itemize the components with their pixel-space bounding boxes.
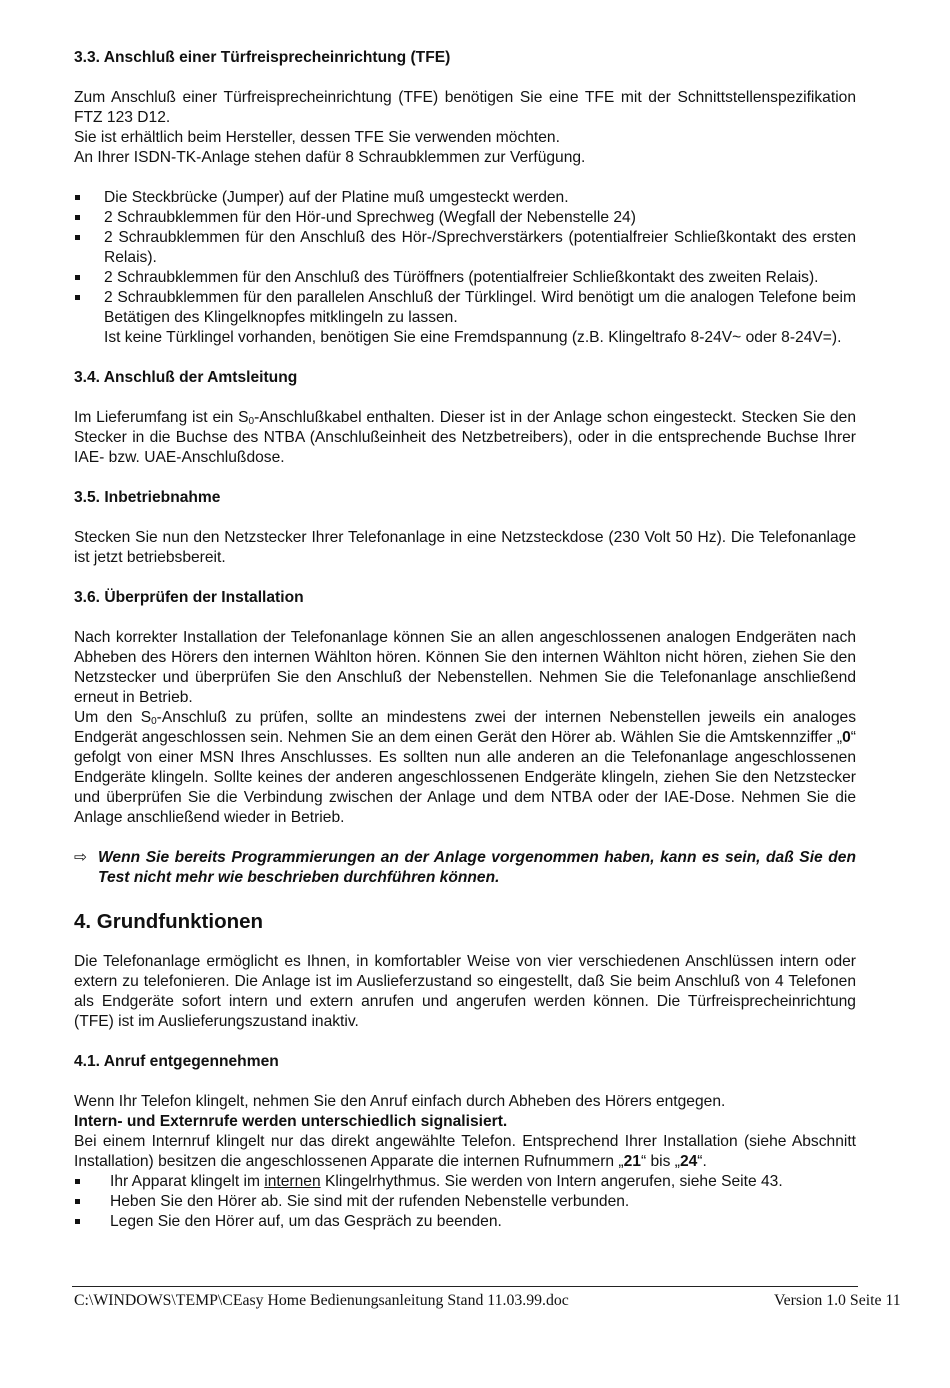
list-item xyxy=(74,288,856,348)
list-item: 2 Schraubklemmen für den Anschluß des Hör-/Sprechverstärkers (potentialfreier Schließkontakt des ersten Relais). xyxy=(74,228,856,268)
arrow-right-icon: ⇨ xyxy=(74,849,88,866)
bullet-list-anruf xyxy=(74,1172,856,1232)
heading-4-1: 4.1. Anruf entgegennehmen xyxy=(74,1053,279,1070)
subscript: 0 xyxy=(151,716,157,727)
text: Im Lieferumfang ist ein S xyxy=(74,409,249,426)
list-item: Legen Sie den Hörer auf, um das Gespräch zu beenden. xyxy=(74,1212,856,1232)
paragraph: Sie ist erhältlich beim Hersteller, dessen TFE Sie verwenden möchten. xyxy=(74,129,560,146)
text: -Anschlußkabel enthalten. Dieser ist in der Anlage schon eingesteckt. Stecken Sie den Stecker in die Buchse des NTBA (Anschlußeinheit des Netzbetreibers), oder in die entsprechende Buchse Ihrer IAE- bzw. UAE-Anschlußdose. xyxy=(74,409,856,466)
text: “. xyxy=(697,1153,707,1170)
text: Klingelrhythmus. Sie werden von Intern angerufen, siehe Seite 43. xyxy=(320,1173,783,1190)
heading-3-6: 3.6. Überprüfen der Installation xyxy=(74,589,304,606)
footer-file-path: C:\WINDOWS\TEMP\CEasy Home Bedienungsanleitung Stand 11.03.99.doc xyxy=(74,1292,569,1309)
heading-4: 4. Grundfunktionen xyxy=(74,910,264,933)
text: Um den S xyxy=(74,709,152,726)
text: -Anschluß zu prüfen, sollte an mindestens zwei der internen Nebenstellen jeweils ein analoges Endgerät angeschlossen sein. Nehmen Sie an dem einen Gerät den Hörer ab. Wählen Sie die Amtskennziffer „ xyxy=(74,709,856,746)
paragraph: Die Telefonanlage ermöglicht es Ihnen, in komfortabler Weise von vier verschiedenen Anschlüssen intern oder extern zu telefonieren. Die Anlage ist im Auslieferzustand so eingestellt, daß Sie beim Anschluß von 4 Telefonen als Endgeräte sofort intern und extern anrufen und angerufen werden können. Die Türfreisprecheinrichtung (TFE) ist im Auslieferungszustand inaktiv. xyxy=(74,953,856,1030)
list-item: Die Steckbrücke (Jumper) auf der Platine muß umgesteckt werden. xyxy=(74,188,856,208)
text: Bei einem Internruf klingelt nur das direkt angewählte Telefon. Entsprechend Ihrer Installation (siehe Abschnitt Installation) besitzen die angeschlossenen Apparate die internen Rufnummern „ xyxy=(74,1133,856,1170)
list-item xyxy=(74,1172,856,1192)
note xyxy=(74,848,856,888)
page-footer xyxy=(72,1286,901,1309)
list-item-text: Ist keine Türklingel vorhanden, benötigen Sie eine Fremdspannung (z.B. Klingeltrafo 8-24V~ oder 8-24V=). xyxy=(104,329,842,346)
paragraph xyxy=(74,708,856,828)
heading-3-5: 3.5. Inbetriebnahme xyxy=(74,489,221,506)
paragraph: An Ihrer ISDN-TK-Anlage stehen dafür 8 Schraubklemmen zur Verfügung. xyxy=(74,149,586,166)
text: Ihr Apparat klingelt im xyxy=(110,1173,265,1190)
paragraph: Nach korrekter Installation der Telefonanlage können Sie an allen angeschlossenen analogen Endgeräten nach Abheben des Hörers den internen Wählton hören. Können Sie den internen Wählton nicht hören, ziehen Sie den Netzstecker und überprüfen Sie den Anschluß der Nebenstellen. Nehmen Sie die Telefonanlage anschließend erneut in Betrieb. xyxy=(74,629,856,706)
text: “ gefolgt von einer MSN Ihres Anschlusses. Es sollten nun alle anderen an die Telefonanlage angeschlossenen Endgeräte klingeln. Sollte keines der anderen angeschlossenen Endgeräte klingeln, ziehen Sie den Netzstecker und überprüfen Sie die Verbindung zwischen der Anlage und dem NTBA oder der IAE-Dose. Nehmen Sie die Anlage anschließend wieder in Betrieb. xyxy=(74,729,856,826)
paragraph xyxy=(74,408,856,468)
paragraph: Stecken Sie nun den Netzstecker Ihrer Telefonanlage in eine Netzsteckdose (230 Volt 50 Hz). Die Telefonanlage ist jetzt betriebsbereit. xyxy=(74,529,856,566)
bold-text: 24 xyxy=(679,1153,698,1170)
subscript: 0 xyxy=(248,416,255,427)
document-page xyxy=(74,48,856,1232)
text: “ bis „ xyxy=(640,1153,680,1170)
bullet-list-tfe xyxy=(74,188,856,348)
underlined-text: internen xyxy=(264,1173,321,1190)
heading-3-3: 3.3. Anschluß einer Türfreisprecheinrichtung (TFE) xyxy=(74,49,451,66)
bold-text: 0 xyxy=(842,729,851,746)
note-text: Wenn Sie bereits Programmierungen an der Anlage vorgenommen haben, kann es sein, daß Sie den Test nicht mehr wie beschrieben durchführen können. xyxy=(98,849,856,886)
heading-3-4: 3.4. Anschluß der Amtsleitung xyxy=(74,369,298,386)
list-item: 2 Schraubklemmen für den Anschluß des Türöffners (potentialfreier Schließkontakt des zweiten Relais). xyxy=(74,268,856,288)
bold-text: 21 xyxy=(623,1153,641,1170)
paragraph xyxy=(74,1132,856,1172)
bold-text: Intern- und Externrufe werden unterschiedlich signalisiert. xyxy=(74,1113,508,1130)
paragraph: Wenn Ihr Telefon klingelt, nehmen Sie den Anruf einfach durch Abheben des Hörers entgegen. xyxy=(74,1093,726,1110)
paragraph-bold xyxy=(74,1112,856,1132)
list-item: Heben Sie den Hörer ab. Sie sind mit der rufenden Nebenstelle verbunden. xyxy=(74,1192,856,1212)
paragraph: Zum Anschluß einer Türfreisprecheinrichtung (TFE) benötigen Sie eine TFE mit der Schnittstellenspezifikation FTZ 123 D12. xyxy=(74,89,856,126)
list-item-text: 2 Schraubklemmen für den parallelen Anschluß der Türklingel. Wird benötigt um die analogen Telefone beim Betätigen des Klingelknopfes mitklingeln zu lassen. xyxy=(104,289,856,326)
list-item: 2 Schraubklemmen für den Hör-und Sprechweg (Wegfall der Nebenstelle 24) xyxy=(74,208,856,228)
footer-version-page: Version 1.0 Seite 11 xyxy=(774,1292,901,1309)
